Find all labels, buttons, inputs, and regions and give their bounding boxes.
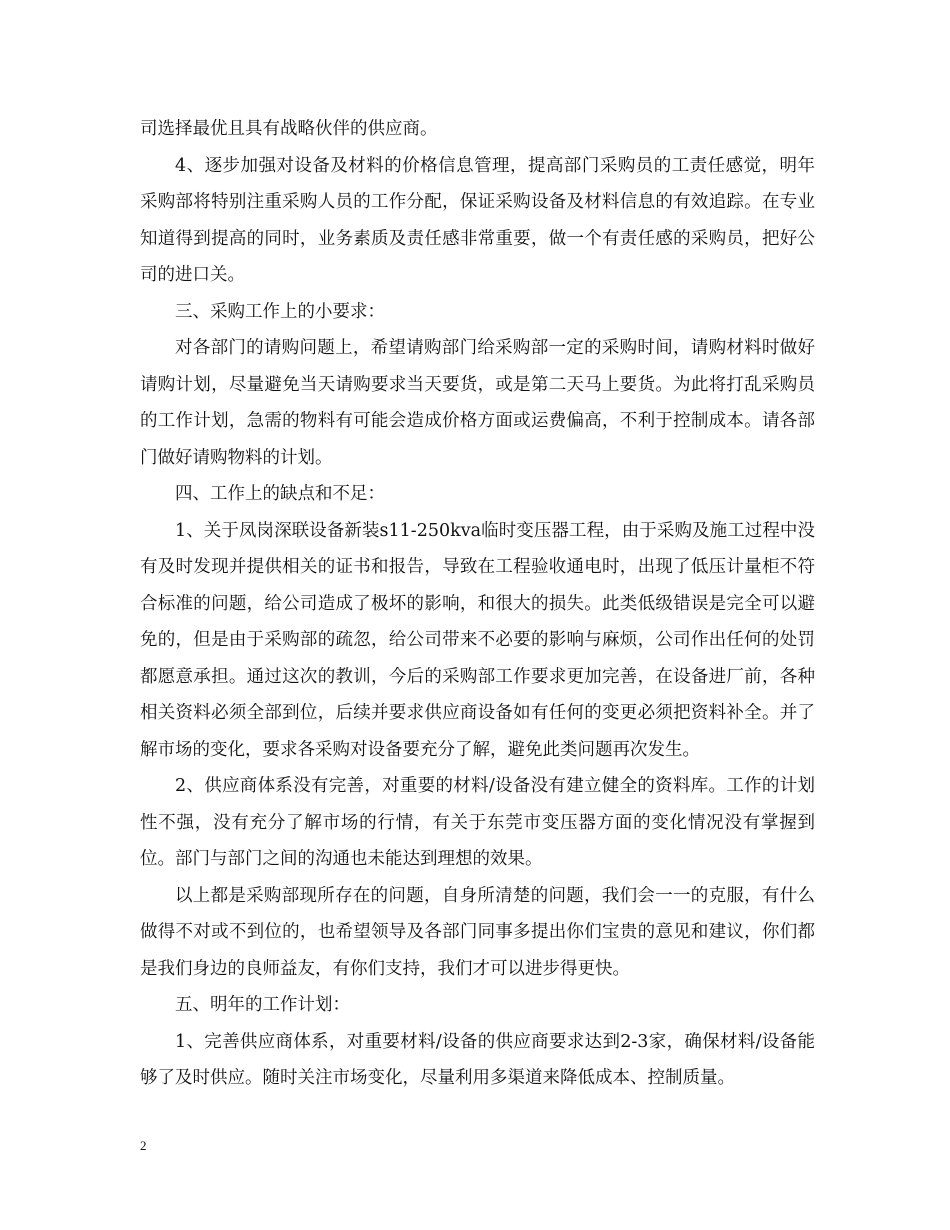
paragraph-shortcoming-2: 2、供应商体系没有完善，对重要的材料/设备没有建立健全的资料库。工作的计划性不强，没有充分了解市场的行情，有关于东莞市变压器方面的变化情况没有掌握到位。部门与部门之间的沟通也未能达到理想的效果。 (140, 776, 815, 869)
section-heading-4: 四、工作上的缺点和不足： (175, 484, 385, 504)
paragraph-plan-1: 1、完善供应商体系，对重要材料/设备的供应商要求达到2-3家，确保材料/设备能够了及时供应。随时关注市场变化，尽量利用多渠道来降低成本、控制质量。 (140, 1031, 815, 1088)
paragraph-item-4: 4、逐步加强对设备及材料的价格信息管理，提高部门采购员的工责任感觉，明年采购部将特别注重采购人员的工作分配，保证采购设备及材料信息的有效追踪。在专业知道得到提高的同时，业务素质及责任感非常重要，做一个有责任感的采购员，把好公司的进口关。 (140, 155, 815, 285)
paragraph-requests: 对各部门的请购问题上，希望请购部门给采购部一定的采购时间，请购材料时做好请购计划，尽量避免当天请购要求当天要货，或是第二天马上要货。为此将打乱采购员的工作计划，急需的物料有可能会造成价格方面或运费偏高，不利于控制成本。请各部门做好请购物料的计划。 (140, 338, 815, 468)
paragraph-summary: 以上都是采购部现所存在的问题，自身所清楚的问题，我们会一一的克服，有什么做得不对或不到位的，也希望领导及各部门同事多提出你们宝贵的意见和建议，你们都是我们身边的良师益友，有你们支持，我们才可以进步得更快。 (140, 885, 815, 979)
paragraph-shortcoming-1: 1、关于凤岗深联设备新装s11-250kva临时变压器工程，由于采购及施工过程中没有及时发现并提供相关的证书和报告，导致在工程验收通电时，出现了低压计量柜不符合标准的问题，给公司造成了极坏的影响，和很大的损失。此类低级错误是完全可以避免的，但是由于采购部的疏忽，给公司带来不必要的影响与麻烦，公司作出任何的处罚都愿意承担。通过这次的教训，今后的采购部工作要求更加完善，在设备进厂前，各种相关资料必须全部到位，后续并要求供应商设备如有任何的变更必须把资料补全。并了解市场的变化，要求各采购对设备要充分了解，避免此类问题再次发生。 (140, 520, 815, 760)
section-heading-5: 五、明年的工作计划： (175, 995, 350, 1015)
paragraph-continuation: 司选择最优且具有战略伙伴的供应商。 (140, 119, 438, 139)
page-number: 2 (140, 1138, 147, 1153)
document-body (140, 111, 815, 1097)
section-heading-3: 三、采购工作上的小要求： (175, 301, 385, 322)
